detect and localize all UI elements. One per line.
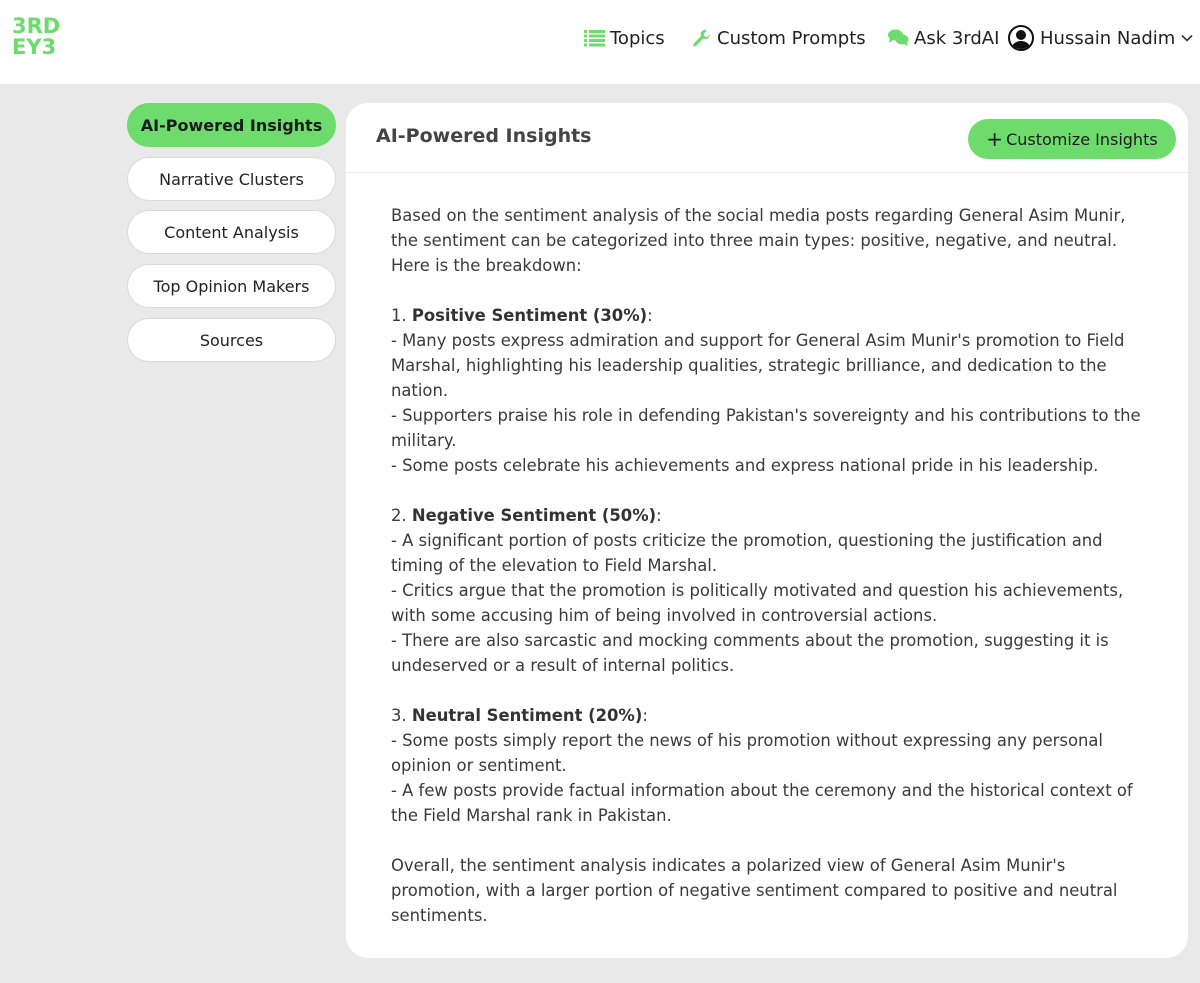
- nav-topics[interactable]: [584, 20, 665, 56]
- user-menu[interactable]: [1008, 20, 1193, 56]
- sidebar-item-label: Sources: [199, 330, 264, 350]
- sidebar-item-sources[interactable]: [127, 318, 336, 362]
- bullet-text: - Some posts simply report the news of his promotion without expressing any personal opinion or sentiment.: [391, 731, 1103, 775]
- section-title: Neutral Sentiment (20%): [411, 706, 643, 725]
- sidebar-item-label: Top Opinion Makers: [153, 276, 310, 296]
- sidebar-item-ai-powered-insights[interactable]: [127, 103, 336, 147]
- insights-text: [391, 203, 1151, 928]
- customize-insights-label: Customize Insights: [1006, 129, 1158, 149]
- section-heading: 1. Positive Sentiment (30%):: [391, 306, 653, 325]
- insights-card: [346, 103, 1188, 958]
- plus-icon: +: [986, 127, 1004, 151]
- bullet-text: - Some posts celebrate his achievements and express national pride in his leadership.: [391, 456, 1099, 475]
- bullet-text: - Critics argue that the promotion is politically motivated and question his achievements, with some accusing him of being involved in controversial actions.: [391, 581, 1124, 625]
- logo-line-2: EY3: [12, 35, 57, 59]
- brand-logo[interactable]: [12, 16, 72, 58]
- sidebar-item-label: AI-Powered Insights: [140, 115, 323, 135]
- bullet-text: - There are also sarcastic and mocking comments about the promotion, suggesting it is undeserved or a result of internal politics.: [391, 631, 1109, 675]
- sidebar-item-content-analysis[interactable]: [127, 210, 336, 254]
- section-heading: 3. Neutral Sentiment (20%):: [391, 706, 648, 725]
- top-navbar: [0, 0, 1200, 84]
- bullet-text: - A few posts provide factual information about the ceremony and the historical context of the Field Marshal rank in Pakistan.: [391, 781, 1133, 825]
- nav-custom-prompts-label: Custom Prompts: [717, 27, 866, 49]
- sidebar-item-label: Narrative Clusters: [159, 169, 304, 189]
- logo-line-1: 3RD: [12, 14, 61, 38]
- chevron-down-icon: [1181, 30, 1193, 46]
- nav-ask-3rdai[interactable]: [888, 20, 999, 56]
- section-number: 1.: [391, 306, 412, 325]
- bullet-text: - Many posts express admiration and support for General Asim Munir's promotion to Field Marshal, highlighting his leadership qualities, strategic brilliance, and dedication to the nation.: [391, 331, 1125, 400]
- bullet-text: - Supporters praise his role in defending Pakistan's sovereignty and his contributions to the military.: [391, 406, 1141, 450]
- section-number: 3.: [391, 706, 412, 725]
- list-icon: [584, 29, 605, 47]
- bullet-text: - A significant portion of posts criticize the promotion, questioning the justification and timing of the elevation to Field Marshal.: [391, 531, 1103, 575]
- chat-bubbles-icon: [888, 29, 909, 47]
- user-avatar-icon: [1008, 25, 1034, 51]
- sidebar-item-top-opinion-makers[interactable]: [127, 264, 336, 308]
- section-title: Positive Sentiment (30%): [411, 306, 648, 325]
- card-title: AI-Powered Insights: [376, 125, 592, 147]
- wrench-icon: [692, 28, 712, 48]
- sidebar-item-label: Content Analysis: [164, 222, 299, 242]
- section-title: Negative Sentiment (50%): [411, 506, 657, 525]
- user-name: Hussain Nadim: [1040, 27, 1176, 49]
- section-number: 2.: [391, 506, 412, 525]
- sidebar-item-narrative-clusters[interactable]: [127, 157, 336, 201]
- customize-insights-button[interactable]: [968, 119, 1176, 159]
- nav-custom-prompts[interactable]: [692, 20, 866, 56]
- conclusion-paragraph: Overall, the sentiment analysis indicates a polarized view of General Asim Munir's promotion, with a larger portion of negative sentiment compared to positive and neutral sentiments.: [391, 856, 1118, 925]
- section-heading: 2. Negative Sentiment (50%):: [391, 506, 662, 525]
- nav-topics-label: Topics: [610, 27, 665, 49]
- nav-ask-label: Ask 3rdAI: [914, 27, 1000, 49]
- card-header: [346, 103, 1188, 173]
- intro-paragraph: Based on the sentiment analysis of the social media posts regarding General Asim Munir, the sentiment can be categorized into three main types: positive, negative, and neutral. Here is the breakdown:: [391, 206, 1126, 275]
